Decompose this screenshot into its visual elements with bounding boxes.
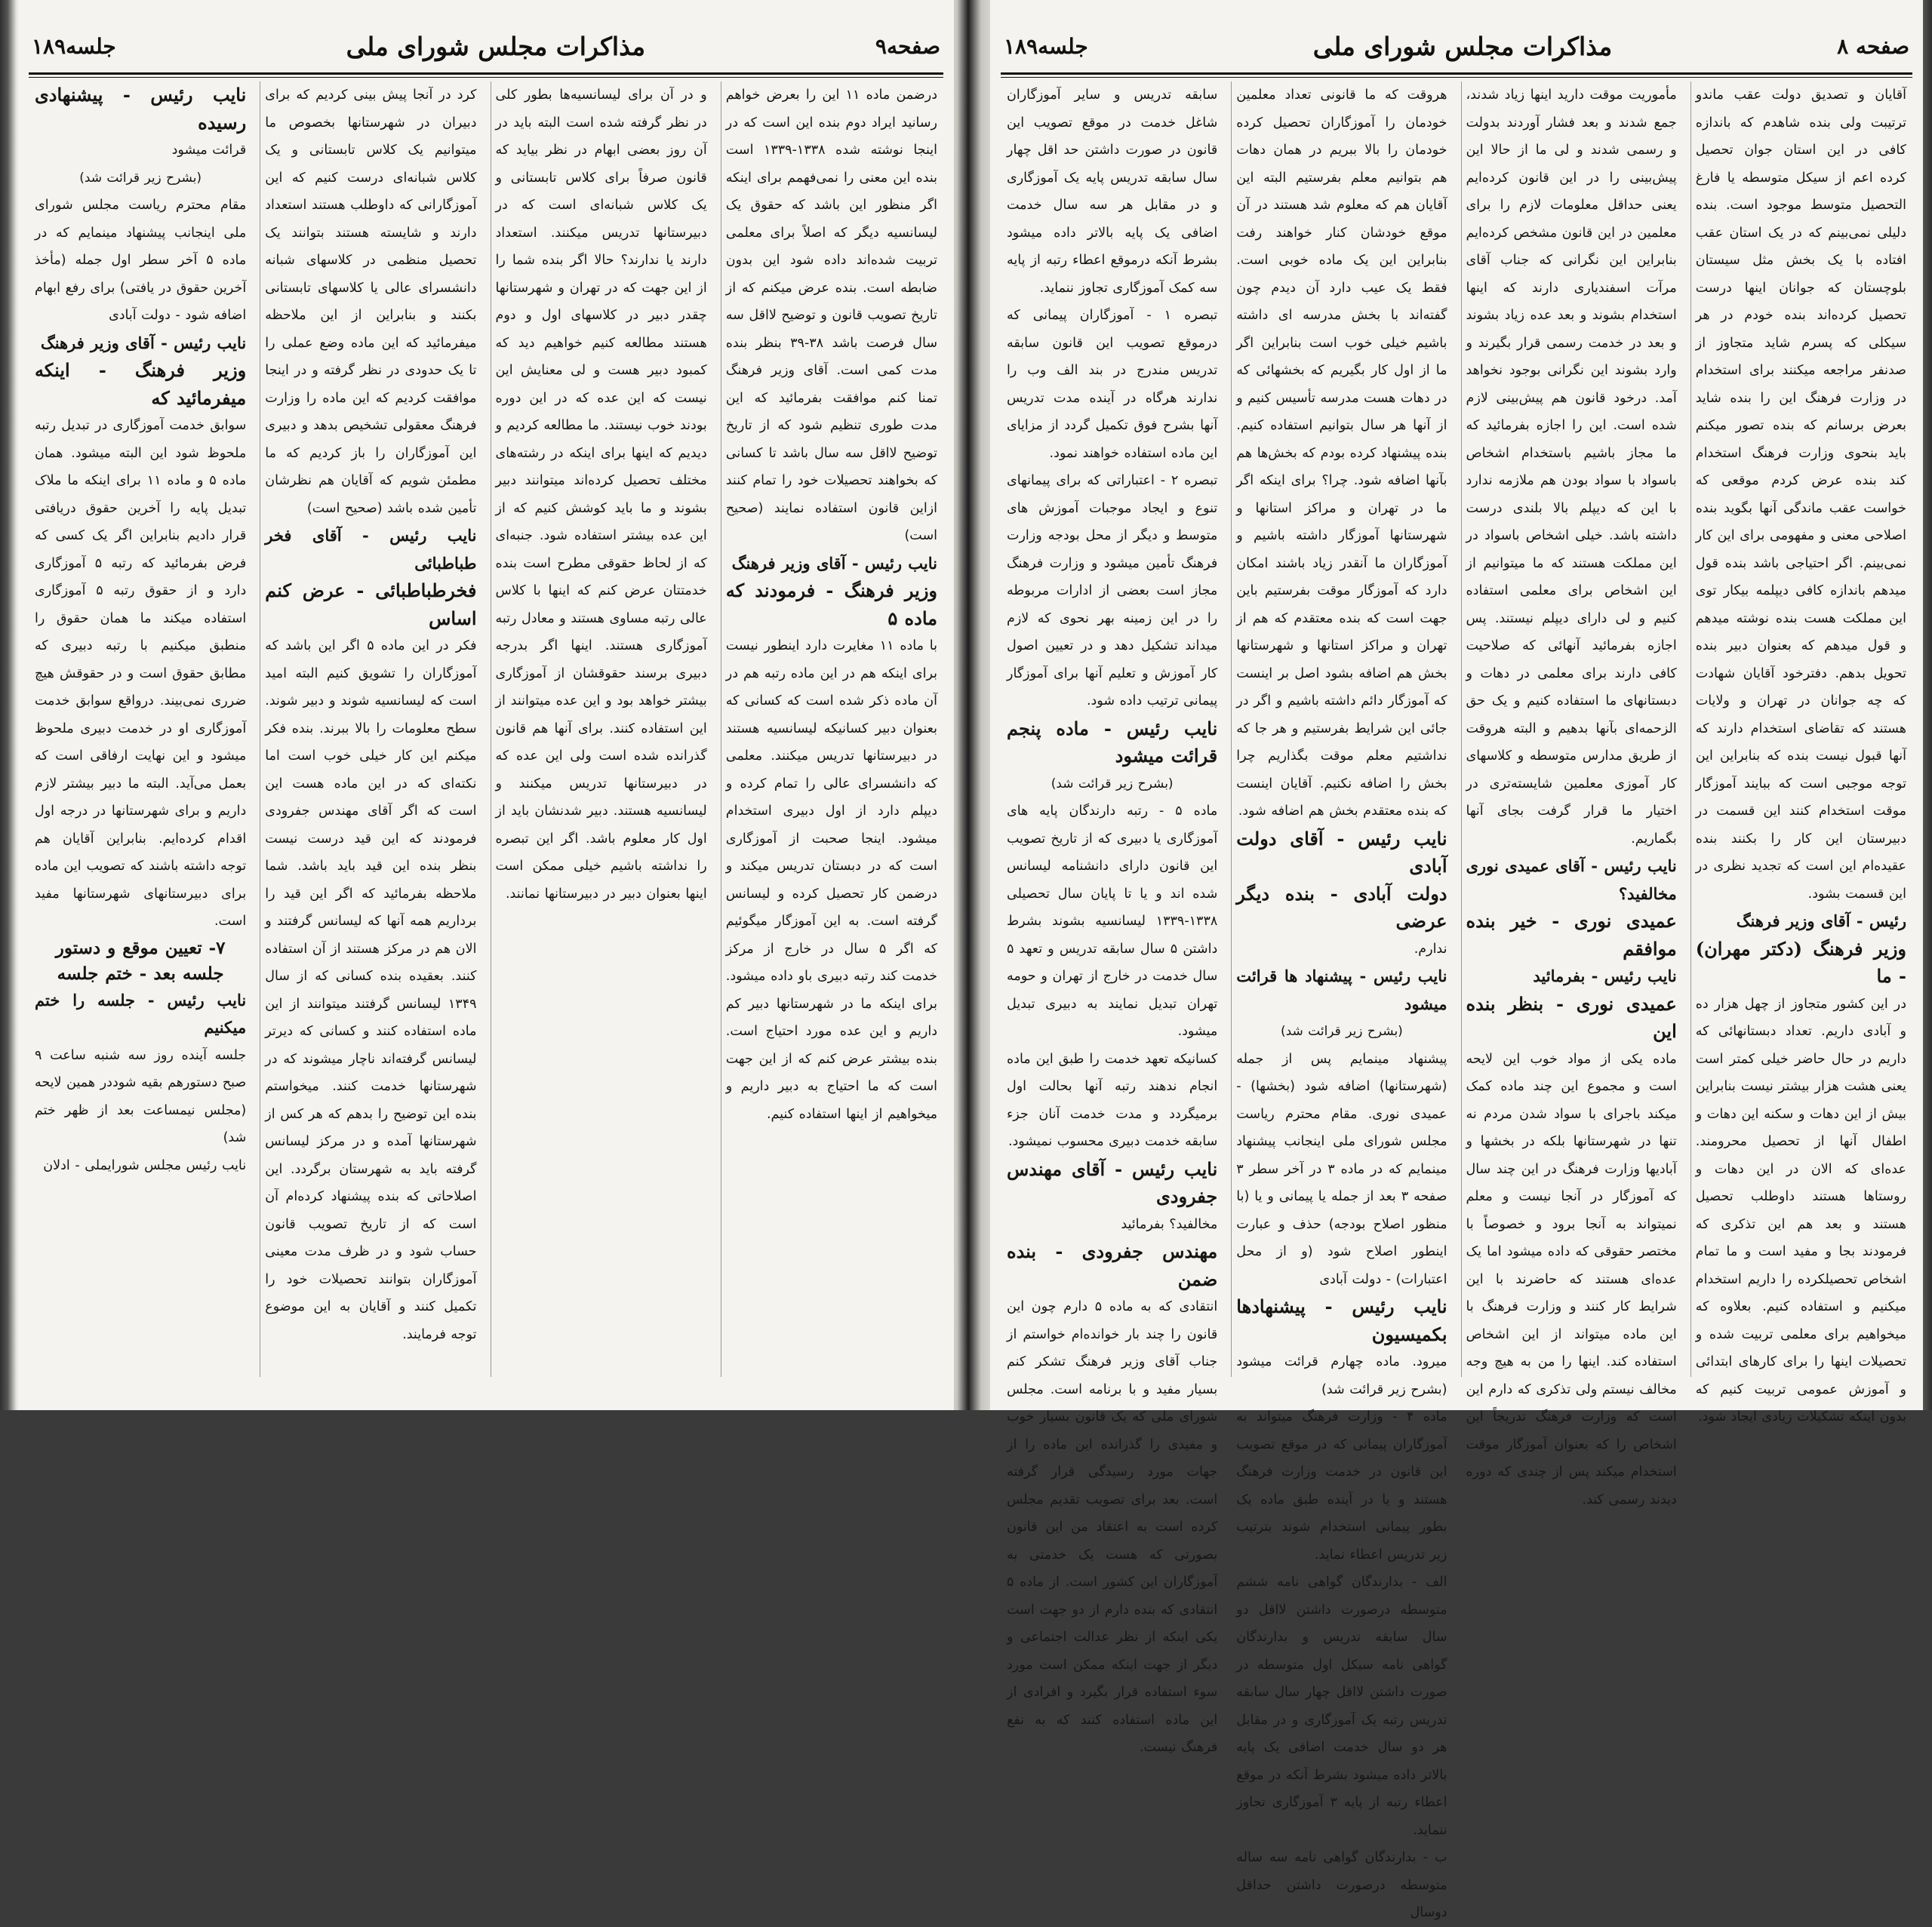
paragraph: درضمن ماده ۱۱ این را بعرض خواهم رسانید ایراد دوم بنده این است که در اینجا نوشته شده ۱۳۳۸-۱۳۳۹ است بنده این معنی را نمی‌فهمم برای اینکه اگر منظور این باشد که حقوق یک لیسانسیه دیگر که اصلاً برای معلمی تربیت شده‌اند داده شود این بدون ضابطه است. بنده عرض میکنم که از تاریخ تصویب قانون و توضیح لااقل سه سال فرصت باشد ۳۸-۳۹ بنظر بنده مدت کمی است. آقای وزیر فرهنگ تمنا کنم موافقت بفرمائید که این مدت طوری تنظیم شود که از تاریخ توضیح لااقل سه سال باشد تا کسانی که بخواهند تحصیلات خود را تمام کنند ازاین قانون استفاده نمایند (صحیح است) <box>725 88 937 543</box>
paragraph: فکر در این ماده ۵ اگر این باشد که آموزگاران را تشویق کنیم البته امید است که لیسانسیه شوند و دبیر شوند. سطح معلومات را بالا ببرند. بنده فکر میکنم این کار خیلی خوب است اما نکته‌ای که در این ماده هست این است که اگر آقای مهندس جفرودی فرمودند که این قید درست نیست بنظر بنده این قید باید باشد. شما ملاحظه بفرمائید که اگر این قید را برداریم همه آنها که لیسانس گرفتند و الان هم در مرکز هستند از آن استفاده کنند. بعقیده بنده کسانی که از سال ۱۳۴۹ لیسانس گرفتند میتوانند از این ماده استفاده کنند و کسانی که دیرتر لیسانس گرفته‌اند ناچار میشوند که در شهرستانها خدمت کنند. میخواستم بنده این توضیح را بدهم که هر کس از شهرستانها آمده و در مرکز لیسانس گرفته باید به شهرستان برگردد. این اصلاحاتی که بنده پیشنهاد کرده‌ام آن است که از تاریخ تصویب قانون حساب شود و در ظرف مدت معینی آموزگاران بتوانند تحصیلات خود را تکمیل کنند و آقایان به این موضوع توجه فرمایند. <box>265 638 477 1342</box>
page-number: صفحه ۸ <box>1837 33 1909 59</box>
paragraph: آقایان و تصدیق دولت عقب ماندو ترتیبت ولی بنده شاهدم که باندازه کافی در این استان جوان تحصیل کرده اعم از سیکل متوسطه یا فارغ التحصیل متوسط موجود است. بنده دلیلی نمی‌بینم که در یک استان عقب افتاده با یک بخش مثل سیستان بلوچستان که جوانان اینها درست تحصیل کرده‌اند بنده خودم در هر سیکلی که پسرم شاید متجاوز از صدنفر مراجعه میکنند برای استخدام در وزارت فرهنگ این را بنده شاید بعرض برسانم که بنده تصور میکنم باید بنحوی وزارت فرهنگ استخدام کند بنده عرض کردم موقعی که خواست عقب ماندگی آنها بگوید بنده اصلاحی معنی و مفهومی برای این کار نمی‌بینم. اگر احتیاجی باشد بنده قول میدهم باندازه کافی دیپلمه بیکار توی این مملکت هست بنده نوشته میدهم و قول میدهم که بعنوان دبیر بنده تحویل بدهم. دفترخود آقایان شهادت که چه جوانان در تهران و ولایات هستند که تقاضای استخدام دارند که آنها قبول نیست بنده که بنابراین این توجه موجبی است که ببایند آموزگار موقت استخدام کنند این قسمت در دبیرستان این کار را بکنند بنده عقیده‌ام این است که تجدید نظری در این قسمت بشود. <box>1695 88 1906 902</box>
gutter-shadow <box>952 0 975 1410</box>
paragraph: الف - بدارندگان گواهی نامه ششم متوسطه درصورت داشتن لااقل دو سال سابقه تدریس و بدارندگان گواهی نامه سیکل اول متوسطه در صورت داشتن لااقل چهار سال سابقه تدریس رتبه یک آموزگاری و در مقابل هر دو سال خدمت اضافی یک پایه بالاتر داده میشود بشرط آنکه در موقع اعطاء رتبه از پایه ۳ آموزگاری تجاوز ننماید. <box>1236 1575 1447 1838</box>
speaker-heading: عمیدی نوری - بنظر بنده این <box>1466 992 1677 1042</box>
reading-note: (بشرح زیر قرائت شد) <box>1051 776 1174 791</box>
paragraph: سوابق خدمت آموزگاری در تبدیل رتبه ملحوظ شود این البته میشود. همان ماده ۵ و ماده ۱۱ برای اینکه ما ملاک تبدیل پایه را آخرین حقوق دریافتی قرار دادیم بنابراین اگر یک کسی که فرض بفرمائید که رتبه ۵ آموزگاری دارد و از حقوق رتبه ۵ آموزگاری استفاده میکند ما همان حقوق را منطبق میکنیم با رتبه دبیری که مطابق حقوق است و در حقوقش هیچ ضرری نمی‌بیند. درواقع سوابق خدمت آموزگاری او در خدمت دبیری ملحوظ میشود و این نهایت ارفاقی است که بعمل می‌آید. البته ما دبیر بیشتر لازم داریم و برای شهرستانها در درجه اول اقدام کرده‌ایم. بنابراین آقایان هم توجه داشته باشند که تصویب این ماده برای دبیرستانهای شهرستانها مفید است. <box>35 418 247 929</box>
page-left <box>18 0 954 1410</box>
speaker-heading: فخرطباطبائی - عرض کنم اساس <box>265 579 477 629</box>
speaker-heading: نایب رئیس - پیشنهاد ها قرائت میشود <box>1236 967 1447 1013</box>
reading-note: (بشرح زیر قرائت شد) <box>1280 1024 1403 1039</box>
speaker-heading: نایب رئیس - آقای فخر طباطبائی <box>265 526 477 573</box>
speaker-heading: وزیر فرهنگ - فرمودند که ماده ۵ <box>725 579 937 629</box>
header-rule <box>1001 72 1912 78</box>
reading-note: (بشرح زیر قرائت شد) <box>79 170 202 186</box>
page-right <box>990 0 1923 1920</box>
speaker-heading: نایب رئیس - ماده پنجم قرائت میشود <box>1007 717 1218 767</box>
paragraph: مقام محترم ریاست مجلس شورای ملی اینجانب پیشنهاد مینمایم که در ماده ۵ آخر سطر اول جمله (مأخذ آخرین حقوق در یافتی) برای رفع ابهام اضافه شود - دولت آبادی <box>35 198 247 323</box>
page-header <box>1004 23 1909 69</box>
paragraph: تبصره ۱ - آموزگاران پیمانی که درموقع تصویب این قانون سابقه تدریس مندرج در بند الف وب را ندارند هرگاه در آینده مدت تدریس آنها بشرح فوق تکمیل گردد از مزایای این ماده استفاده خواهند نمود. <box>1007 308 1218 461</box>
speaker-heading: نایب رئیس - آقای وزیر فرهنگ <box>40 333 247 352</box>
paragraph: مأموریت موقت دارید اینها زیاد شدند، جمع شدند و بعد فشار آوردند بدولت و رسمی شدند و لی ما از حالا این پیش‌بینی را در این قانون کرده‌ایم یعنی حداقل معلومات لازم را برای معلمین در این قانون مشخص کرده‌ایم بنابراین این نگرانی که جناب آقای مرآت اسفندیاری دارند که اینها استخدام بشوند و بعد عده زیاد بشوند و بعد در خدمت رسمی قرار بگیرند و وارد بشوند این نگرانی بوجود نخواهد آمد. درخود قانون هم پیش‌بینی لازم شده است. این را اجازه بفرمائید که ما مجاز باشیم باستخدام اشخاص باسواد با سواد بودن هم ملازمه ندارد با این که دیپلم بالا بلندی درست داشته باشد. خیلی اشخاص باسواد در این مملکت هستند که ما میتوانیم از این اشخاص برای معلمی استفاده کنیم و لی دارای دیپلم نیستند. پس اجازه بفرمائید آنهائی که صلاحیت کافی دارند برای معلمی در دهات و دبستانهای ما استفاده کنیم و یک حق الزحمه‌ای بآنها بدهیم و البته هروقت از طریق مدارس متوسطه و کلاسهای کار آموزی معلمین شایسته‌تری در اختیار ما قرار گرفت بجای آنها بگماریم. <box>1466 88 1677 847</box>
speaker-heading: وزیر فرهنگ - اینکه میفرمائید که <box>35 359 247 409</box>
session-label: جلسه۱۸۹ <box>1004 33 1088 59</box>
text-columns <box>1002 81 1911 1920</box>
paragraph: نایب رئیس مجلس شورایملی - ادلان <box>43 1157 247 1173</box>
text-columns <box>30 81 942 1377</box>
header-rule <box>29 72 943 78</box>
speaker-heading: نایب رئیس - آقای عمیدی نوری مخالفید؟ <box>1466 856 1677 903</box>
paragraph: با ماده ۱۱ مغایرت دارد اینطور نیست برای اینکه هم در این ماده رتبه هم در آن ماده ذکر شده است که کسانی که بعنوان دبیر کسانیکه لیسانسیه هستند در دبیرستانها تدریس میکنند. معلمی که دانشسرای عالی را تمام کرده و دیپلم دارد از اول دبیری استخدام میشود. اینجا صحبت از آموزگاری است که در دبستان تدریس میکند و درضمن کار تحصیل کرده و لیسانس گرفته است. به این آموزگار میگوئیم که اگر ۵ سال در خارج از مرکز خدمت کند رتبه دبیری باو داده میشود. برای اینکه ما در شهرستانها دبیر کم داریم و این عده مورد احتیاج است. بنده بیشتر عرض کنم که از این جهت است که ما احتیاج به دبیر داریم و میخواهیم از اینها استفاده کنیم. <box>725 638 938 1122</box>
paragraph: تبصره ۲ - اعتباراتی که برای پیمانهای تنوع و ایجاد موجبات آموزش های متوسط و دیگر از محل بودجه وزارت فرهنگ تأمین میشود و وزارت فرهنگ مجاز است بعضی از ادارات مربوطه را در این زمینه بهر نحوی که لازم میداند تشکیل دهد و در تعیین اصول کار آموزش و تعلیم آنها برای آموزگار پیمانی ترتیب داده شود. <box>1007 473 1218 708</box>
paragraph: انتقادی که به ماده ۵ دارم چون این قانون را چند بار خوانده‌ام خواستم از جناب آقای وزیر فرهنگ تشکر کنم بسیار مفید و با برنامه است. مجلس شورای ملی که یک قانون بسیار خوب و مفیدی را گذرانده این ماده را از جهات مورد رسیدگی قرار گرفته است. بعد برای تصویب تقدیم مجلس کرده است به اعتقاد من این قانون بصورتی که هست یک خدمتی به آموزگاران این کشور است. از ماده ۵ انتقادی که بنده دارم از دو جهت است یکی اینکه از نظر عدالت اجتماعی و دیگر از جهت اینکه ممکن است مورد سوء استفاده قرار بگیرد و افرادی از این ماده استفاده کنند که به نفع فرهنگ نیست. <box>1007 1299 1218 1755</box>
speaker-heading: عمیدی نوری - خیر بنده موافقم <box>1466 910 1677 960</box>
speaker-heading: نایب رئیس - آقای مهندس جفرودی <box>1007 1157 1218 1207</box>
speaker-heading: رئیس - آقای وزیر فرهنگ <box>1736 911 1906 930</box>
paragraph: در این کشور متجاوز از چهل هزار ده و آبادی داریم. تعداد دبستانهائی که داریم در حال حاضر خیلی کمتر است یعنی هشت هزار بیشتر نیست بنابراین بیش از این دهات و سکنه این دهات و اطفال آنها از تحصیل محرومند. عده‌ای که الان در این دهات و روستاها هستند داوطلب تحصیل هستند و بعد هم این تذکری که فرمودند بجا و مفید است و ما تمام اشخاص تحصیلکرده را داریم استخدام میکنیم و استفاده کنیم. بعلاوه که میخواهیم برای معلمی تربیت شده و تحصیلات اینها را برای کارهای ابتدائی و آموزش عمومی تربیت کنیم که بدون اینکه تشکیلات زیادی ایجاد شود. <box>1695 996 1906 1425</box>
text-column <box>260 81 481 1377</box>
paragraph: ماده ۴ - وزارت فرهنگ میتواند به آموزگاران پیمانی که در موقع تصویب این قانون در خدمت وزارت فرهنگ هستند و یا در آینده طبق ماده یک بطور پیمانی استخدام شوند بترتیب زیر تدریس اعطاء نماید. <box>1236 1409 1447 1563</box>
paragraph: میرود. ماده چهارم قرائت میشود (بشرح زیر قرائت شد) <box>1236 1354 1447 1397</box>
text-column <box>1690 81 1911 1425</box>
speaker-heading: نایب رئیس - جلسه را ختم میکنیم <box>35 990 247 1037</box>
speaker-heading: نایب رئیس - بفرمائید <box>1533 967 1677 985</box>
page-number: صفحه۹ <box>875 33 940 59</box>
speaker-heading: وزیر فرهنگ (دکتر مهران) - ما <box>1695 937 1906 987</box>
paragraph: کسانیکه تعهد خدمت را طبق این ماده انجام ندهند رتبه آنها بحالت اول برمیگردد و مدت خدمت آنان جزء سابقه خدمت دبیری محسوب نمیشود. <box>1007 1051 1218 1149</box>
paragraph: جلسه آینده روز سه شنبه ساعت ۹ صبح دستورهم بقیه شوددر همین لایحه (مجلس نیمساعت بعد از ظهر ختم شد) <box>35 1047 247 1145</box>
text-column <box>1002 81 1222 1755</box>
paragraph: سابقه تدریس و سایر آموزگاران شاغل خدمت در موقع تصویب این قانون در صورت داشتن حد اقل چهار سال سابقه تدریس پایه یک آموزگاری و در مقابل هر سه سال خدمت اضافی یک پایه بالاتر داده میشود بشرط آنکه درموقع اعطاء رتبه از پایه سه کمک آموزگاری تجاوز ننماید. <box>1007 88 1218 296</box>
speaker-heading: مهندس جفرودی - بنده ضمن <box>1007 1240 1218 1290</box>
speaker-heading: نایب رئیس - پیشنهادها بکمیسیون <box>1236 1295 1447 1345</box>
paragraph: و در آن برای لیسانسیه‌ها بطور کلی در نظر گرفته شده است البته باید در آن روز بعضی ابهام در نظر بیاید که قانون صرفاً برای کلاس تابستانی و یک کلاس شبانه‌ای است که در دبیرستانها تدریس میکنند. استعداد دارند یا ندارند؟ حالا اگر بنده شما را از این جهت که در تهران و شهرستانها چقدر دبیر در کلاسهای اول و دوم هستند مطالعه کنیم خواهیم دید که کمبود دبیر هست و لی معنایش این نیست که این عده که در این دوره بودند خوب نیستند. ما مطالعه کردیم و دیدیم که اینها برای اینکه در رشته‌های مختلف تحصیل کرده‌اند میتوانند دبیر بشوند و ما باید کوشش کنیم که از این عده بیشتر استفاده شود. جنبه‌ای که از لحاظ حقوقی مطرح است بنده خدمتتان عرض کنم که اینها با کلاس عالی رتبه مساوی هستند و معادل رتبه آموزگاری هستند. اینها اگر بدرجه دبیری برسند حقوقشان از آموزگاری بیشتر خواهد بود و این عده میتوانند از این استفاده کنند. برای آنها هم قانون گذرانده شده است ولی این عده که در دبیرستانها تدریس میکنند و لیسانسیه هستند. دبیر شدنشان باید از اول کار معلوم باشد. اگر این تبصره را نداشته باشیم خیلی ممکن است اینها بعنوان دبیر در دبیرستانها نمانند. <box>495 88 707 902</box>
paragraph: ب - بدارندگان گواهی نامه سه ساله متوسطه درصورت داشتن حداقل دوسال <box>1236 1850 1447 1920</box>
text-column <box>30 81 251 1377</box>
paragraph: پیشنهاد مینمایم پس از جمله (شهرستانها) اضافه شود (بخشها) - عمیدی نوری. مقام محترم ریاست مجلس شورای ملی اینجانب پیشنهاد مینمایم که در ماده ۳ در آخر سطر ۳ صفحه ۳ بعد از جمله یا پیمانی و یا (با منظور اصلاح بودجه) حذف و عبارت اینطور اصلاح شود (و از محل اعتبارات) - دولت آبادی <box>1236 1051 1447 1287</box>
paragraph: قرائت میشود <box>171 143 247 158</box>
paragraph: ماده ۵ - رتبه دارندگان پایه های آموزگاری یا دبیری که از تاریخ تصویب این قانون دارای دانشنامه لیسانس شده اند و یا تا پایان سال تحصیلی ۱۳۳۸-۱۳۳۹ لیسانسیه بشوند بشرط داشتن ۵ سال سابقه تدریس و تعهد ۵ سال خدمت در خارج از تهران و حومه تهران تبدیل نمایند به دبیری تبدیل میشود. <box>1007 804 1218 1039</box>
paragraph: مخالفید؟ بفرمائید <box>1121 1216 1218 1232</box>
speaker-heading: نایب رئیس - پیشنهادی رسیده <box>35 84 247 134</box>
running-title: مذاکرات مجلس شورای ملی <box>346 31 646 61</box>
text-column <box>1461 81 1681 1507</box>
section-heading: ۷- تعیین موقع و دستور جلسه بعد - ختم جلسه <box>55 937 226 984</box>
speaker-heading: دولت آبادی - بنده دیگر عرضی <box>1236 882 1447 932</box>
page-header <box>32 23 940 69</box>
speaker-heading: نایب رئیس - آقای دولت آبادی <box>1236 827 1447 877</box>
running-title: مذاکرات مجلس شورای ملی <box>1312 31 1613 61</box>
paragraph: ندارم. <box>1414 941 1447 957</box>
speaker-heading: نایب رئیس - آقای وزیر فرهنگ <box>731 553 937 573</box>
paragraph: ماده یکی از مواد خوب این لایحه است و مجموع این چند ماده کمک میکند باجرای با سواد شدن مردم نه تنها در شهرستانها بلکه در بخشها و آبادیها وزارت فرهنگ در این چند سال که آموزگار در آنجا نیست و معلم نمیتواند به آنجا برود و خصوصاً با مختصر حقوقی که داده میشود اما یک عده‌ای هستند که حاضرند با این شرایط کار کنند و وزارت فرهنگ با این ماده میتواند از این اشخاص استفاده کند. اینها را من به هیچ وجه مخالف نیستم ولی تذکری که دارم این است که وزارت فرهنگ تدریجاً این اشخاص را که بعنوان آموزگار موقت استخدام میکند پس از چندی که دوره دیدند رسمی کند. <box>1466 1051 1677 1507</box>
paragraph: کرد در آنجا پیش بینی کردیم که برای دبیران در شهرستانها بخصوص ما میتوانیم یک کلاس تابستانی و یک کلاس شبانه‌ای درست کنیم که این آموزگارانی که داوطلب هستند استعداد دارند و شایسته هستند بتوانند یک تحصیل منظمی در کلاسهای شبانه دانشسرای عالی یا کلاسهای تابستانی بکنند و بنابراین از این ملاحظه میفرمائید که این ماده وضع عملی را تا یک حدودی در نظر گرفته و در اینجا موافقت کردیم که این ماده را وزارت فرهنگ معقولی تشخیص بدهد و دبیری این آموزگاران را باز کردیم که ما مطمئن شویم که آقایان هم نظرشان تأمین شده باشد (صحیح است) <box>265 88 477 516</box>
text-column <box>491 81 712 1377</box>
paragraph: هروقت که ما قانونی تعداد معلمین خودمان را آموزگاران تحصیل کرده خودمان را بالا ببریم در همان دهات هم بتوانیم معلم بفرستیم البته این آقایان هم که معلوم شد هستند در آن موقع خودشان کنار خواهند رفت بنابراین این یک ماده خوبی است. فقط یک عیب دارد آن دیدم چون گفته‌اند با بخش مدرسه ای داشته باشیم خیلی خوب است بنابراین اگر ما از اول کار بگیریم که بخشهائی که در دهات هست مدرسه تأسیس کنیم و از آنها هر سال بتوانیم استفاده کنیم. بنده پیشنهاد کرده بودم که بخش‌ها هم بآنها اضافه شود. چرا؟ برای اینکه اگر ما در تهران و مراکز استانها و شهرستانها آموزگار داشته باشیم و آموزگاران ما آنقدر زیاد باشند امکان دارد که آموزگار موقت بفرستیم باین جهت است که بنده معتقدم که هم از تهران و مراکز استانها و شهرستانها بخش هم اضافه بشود اصل بر اینست که آموزگار دائم داشته باشیم و اگر در جائی این شرایط بفرستیم و هر جا که نداشتیم معلم موقت بگذاریم چرا بخش را اضافه نکنیم. آقایان اینست که بنده معتقدم بخش هم اضافه شود. <box>1236 88 1447 819</box>
text-column <box>1231 81 1451 1920</box>
text-column <box>721 81 942 1377</box>
session-label: جلسه۱۸۹ <box>32 33 116 59</box>
